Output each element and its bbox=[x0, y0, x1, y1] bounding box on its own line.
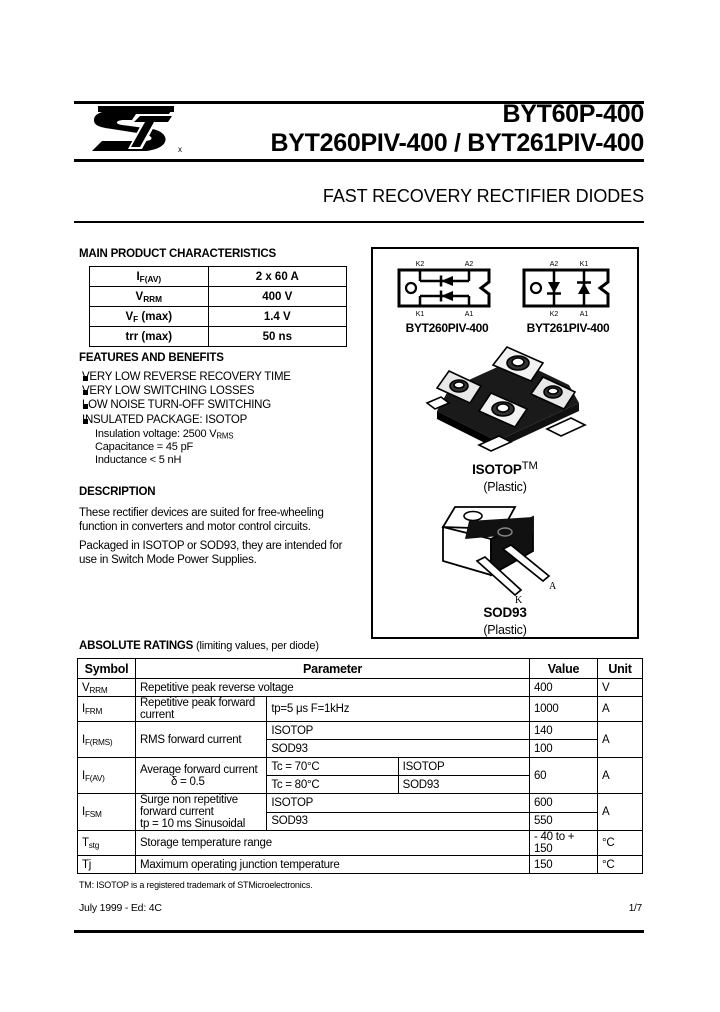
schematic-left-caption: BYT260PIV-400 bbox=[405, 321, 489, 335]
svg-text:K2: K2 bbox=[415, 261, 425, 268]
table-row bbox=[90, 327, 347, 347]
characteristic-symbol: $V_F$ (max) bbox=[90, 307, 209, 327]
rating-value: 550 bbox=[530, 812, 598, 831]
main-characteristics-table bbox=[89, 266, 347, 347]
st-logo bbox=[84, 104, 188, 156]
rating-unit: V bbox=[598, 679, 643, 697]
svg-text:A1: A1 bbox=[579, 311, 589, 318]
column-header-parameter: Parameter bbox=[136, 659, 530, 679]
svg-text:K1: K1 bbox=[415, 311, 425, 318]
table-row bbox=[78, 856, 643, 874]
rating-symbol: $T_{stg}$ bbox=[78, 831, 136, 856]
sod93-package-material: (Plastic) bbox=[483, 623, 527, 637]
rating-condition: SOD93 bbox=[267, 812, 530, 831]
table-row bbox=[78, 722, 643, 740]
rating-condition: Tc = 80°C bbox=[267, 776, 398, 794]
rating-parameter: Storage temperature range bbox=[136, 831, 530, 856]
table-row bbox=[78, 831, 643, 856]
feature-item: VERY LOW SWITCHING LOSSES bbox=[82, 385, 255, 397]
feature-item: LOW NOISE TURN-OFF SWITCHING bbox=[82, 399, 271, 411]
characteristic-symbol: $V_{RRM}$ bbox=[90, 287, 209, 307]
characteristic-value: 400 V bbox=[208, 287, 346, 307]
rating-parameter-text: Average forward current bbox=[140, 763, 258, 776]
svg-text:A1: A1 bbox=[464, 311, 474, 318]
table-row bbox=[90, 267, 347, 287]
rating-value: 100 bbox=[530, 740, 598, 758]
rating-value: - 40 to + 150 bbox=[530, 831, 598, 856]
package-illustration-panel bbox=[371, 247, 639, 639]
rating-condition: tp=5 μs F=1kHz bbox=[267, 697, 530, 722]
rating-condition: ISOTOP bbox=[267, 794, 530, 813]
rating-symbol: $I_{F(RMS)}$ bbox=[78, 722, 136, 758]
isotop-package-name: ISOTOP bbox=[472, 462, 522, 477]
absolute-ratings-title: ABSOLUTE RATINGS bbox=[79, 640, 194, 652]
rating-unit: A bbox=[598, 758, 643, 794]
rating-value: 400 bbox=[530, 679, 598, 697]
rating-condition-package: ISOTOP bbox=[398, 758, 529, 776]
rating-parameter: Repetitive peak reverse voltage bbox=[136, 679, 530, 697]
rating-symbol: $I_{FSM}$ bbox=[78, 794, 136, 831]
rating-unit: °C bbox=[598, 831, 643, 856]
characteristic-symbol: trr (max) bbox=[90, 327, 209, 347]
sod93-package-image bbox=[429, 499, 589, 604]
rating-parameter: Repetitive peak forward current bbox=[136, 697, 267, 722]
rating-condition: SOD93 bbox=[267, 740, 530, 758]
absolute-ratings-heading bbox=[79, 640, 319, 652]
characteristic-value: 2 x 60 A bbox=[208, 267, 346, 287]
rating-symbol: $V_{RRM}$ bbox=[78, 679, 136, 697]
product-titles bbox=[271, 102, 644, 156]
rating-condition-package: SOD93 bbox=[398, 776, 529, 794]
table-row bbox=[78, 758, 643, 776]
absolute-ratings-table bbox=[77, 658, 643, 874]
rating-parameter: Maximum operating junction temperature bbox=[136, 856, 530, 874]
column-header-symbol: Symbol bbox=[78, 659, 136, 679]
absolute-ratings-note: (limiting values, per diode) bbox=[193, 640, 319, 652]
rating-condition: Tc = 70°C bbox=[267, 758, 398, 776]
feature-subline-text: Insulation voltage: 2500 V bbox=[95, 428, 217, 440]
rating-value: 140 bbox=[530, 722, 598, 740]
isotop-package-material: (Plastic) bbox=[483, 480, 527, 494]
svg-text:K1: K1 bbox=[579, 261, 589, 268]
features-heading: FEATURES AND BENEFITS bbox=[79, 352, 224, 364]
document-subtitle: FAST RECOVERY RECTIFIER DIODES bbox=[322, 186, 644, 206]
feature-subline: Capacitance = 45 pF bbox=[95, 441, 194, 453]
column-header-value: Value bbox=[530, 659, 598, 679]
schematic-byt261piv-400 bbox=[512, 257, 624, 319]
schematic-right-caption: BYT261PIV-400 bbox=[526, 321, 610, 335]
svg-text:A: A bbox=[549, 581, 557, 592]
rating-symbol: $I_{F(AV)}$ bbox=[78, 758, 136, 794]
footer-rule bbox=[74, 930, 644, 933]
rating-parameter bbox=[136, 794, 267, 831]
table-header-row bbox=[78, 659, 643, 679]
rating-parameter: RMS forward current bbox=[136, 722, 267, 758]
characteristic-value: 50 ns bbox=[208, 327, 346, 347]
svg-text:A2: A2 bbox=[549, 261, 559, 268]
header-rule-mid bbox=[74, 159, 644, 162]
feature-subline-sub: RMS bbox=[216, 431, 234, 441]
rating-parameter-extra: δ = 0.5 bbox=[170, 775, 205, 788]
rating-symbol: $I_{FRM}$ bbox=[78, 697, 136, 722]
rating-unit: A bbox=[598, 697, 643, 722]
table-row bbox=[90, 307, 347, 327]
trademark-note: TM: ISOTOP is a registered trademark of STMicroelectronics. bbox=[79, 880, 313, 890]
page-title: BYT60P-400 bbox=[502, 100, 644, 128]
table-row bbox=[90, 287, 347, 307]
footer-page-number: 1/7 bbox=[628, 903, 642, 914]
schematic-byt260piv-400 bbox=[389, 257, 505, 319]
page-subtitle-products: BYT260PIV-400 / BYT261PIV-400 bbox=[270, 129, 644, 157]
characteristic-value: 1.4 V bbox=[208, 307, 346, 327]
rating-symbol: Tj bbox=[78, 856, 136, 874]
feature-item: INSULATED PACKAGE: ISOTOP bbox=[82, 414, 248, 426]
description-paragraph: Packaged in ISOTOP or SOD93, they are intended for use in Switch Mode Power Supplies. bbox=[79, 540, 343, 566]
characteristic-symbol: $I_{F(AV)}$ bbox=[90, 267, 209, 287]
svg-text:K2: K2 bbox=[549, 311, 559, 318]
rating-parameter bbox=[136, 758, 267, 794]
rating-unit: A bbox=[598, 722, 643, 758]
description-heading: DESCRIPTION bbox=[79, 486, 156, 498]
rating-value: 600 bbox=[530, 794, 598, 813]
rating-unit: °C bbox=[598, 856, 643, 874]
column-header-unit: Unit bbox=[598, 659, 643, 679]
svg-text:A2: A2 bbox=[464, 261, 474, 268]
rating-value: 1000 bbox=[530, 697, 598, 722]
footer-date-edition: July 1999 - Ed: 4C bbox=[79, 902, 162, 914]
svg-text:K: K bbox=[515, 595, 523, 604]
table-row bbox=[78, 697, 643, 722]
rating-condition: ISOTOP bbox=[267, 722, 530, 740]
rating-unit: A bbox=[598, 794, 643, 831]
rating-parameter-line1: Surge non repetitive forward current bbox=[140, 794, 238, 818]
sod93-package-caption bbox=[373, 604, 637, 622]
table-row bbox=[78, 679, 643, 697]
svg-text:x: x bbox=[178, 145, 182, 154]
isotop-package-image bbox=[419, 341, 594, 456]
feature-subline bbox=[95, 428, 233, 440]
description-paragraph: These rectifier devices are suited for free-wheeling function in converters and motor control circuits. bbox=[79, 507, 324, 533]
feature-subline: Inductance < 5 nH bbox=[95, 454, 182, 466]
rating-parameter-line2: tp = 10 ms Sinusoidal bbox=[140, 818, 246, 830]
main-characteristics-heading: MAIN PRODUCT CHARACTERISTICS bbox=[79, 248, 276, 260]
rating-value: 60 bbox=[530, 758, 598, 794]
feature-item: VERY LOW REVERSE RECOVERY TIME bbox=[82, 371, 291, 383]
header-rule-sub bbox=[74, 221, 644, 223]
sod93-package-name: SOD93 bbox=[483, 605, 527, 620]
isotop-package-caption bbox=[373, 461, 637, 479]
table-row bbox=[78, 794, 643, 813]
rating-value: 150 bbox=[530, 856, 598, 874]
trademark-mark: TM bbox=[521, 459, 538, 472]
